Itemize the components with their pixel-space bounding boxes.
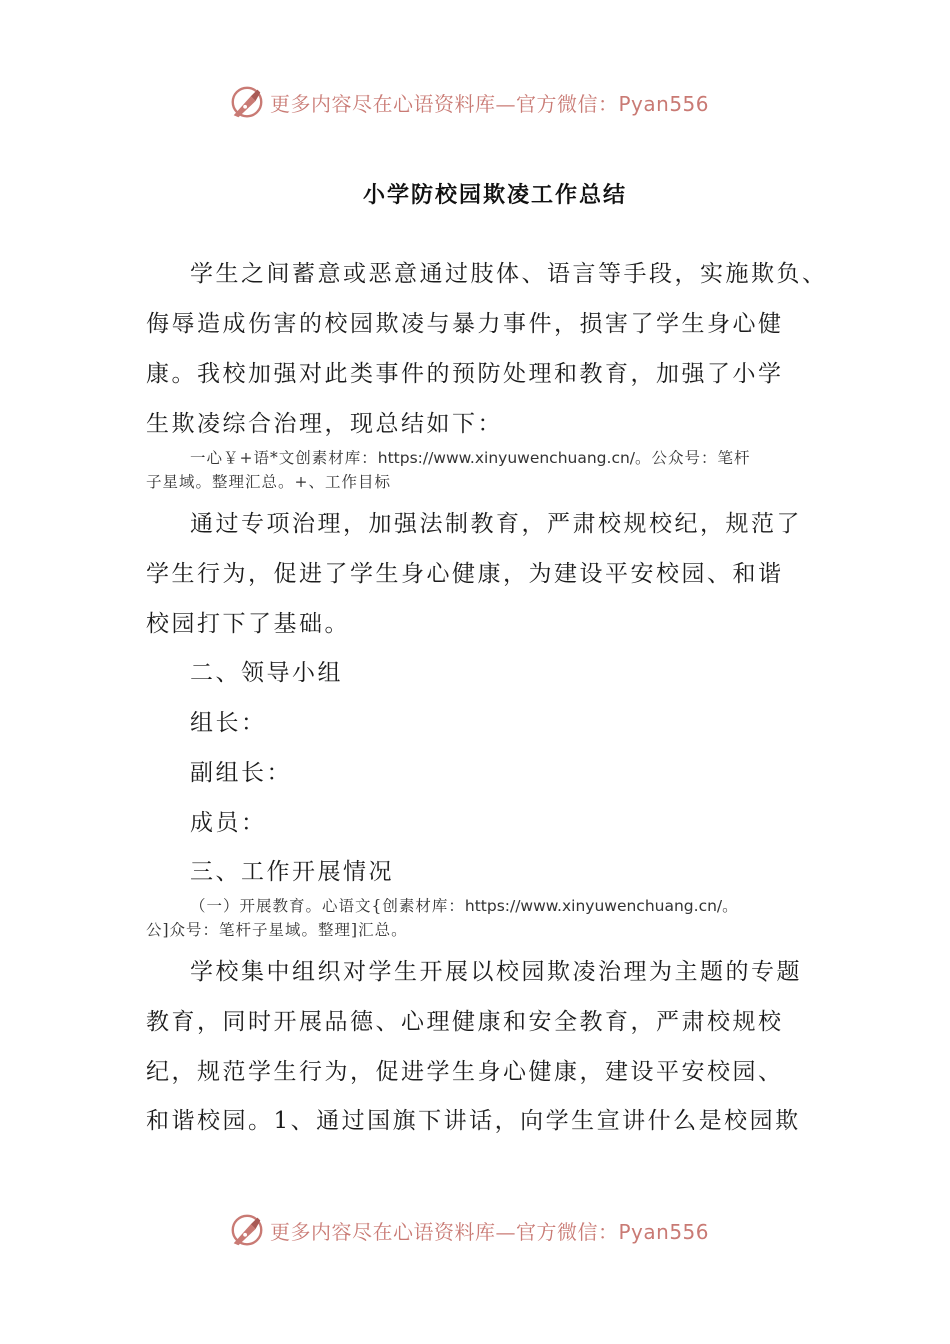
inserted-note-line: （一）开展教育。心语文{创素材库：https://www.xinyuwenchuang.cn/。 — [190, 897, 739, 915]
role-label: 副组长： — [190, 760, 292, 786]
role-label: 成员： — [190, 810, 267, 836]
section-heading: 二、领导小组 — [190, 660, 343, 686]
paragraph-line: 学生之间蓄意或恶意通过肢体、语言等手段，实施欺负、 — [190, 261, 828, 287]
section-heading: 三、工作开展情况 — [190, 859, 394, 885]
paragraph-line: 学校集中组织对学生开展以校园欺凌治理为主题的专题 — [190, 959, 802, 985]
inserted-note-line: 公]众号：笔杆子星域。整理]汇总。 — [146, 921, 408, 939]
paragraph-line: 教育，同时开展品德、心理健康和安全教育，严肃校规校 — [146, 1009, 784, 1035]
paragraph-line: 纪，规范学生行为，促进学生身心健康，建设平安校园、 — [146, 1059, 784, 1085]
paragraph-line: 和谐校园。1、通过国旗下讲话，向学生宣讲什么是校园欺 — [146, 1108, 801, 1134]
paragraph-line: 生欺凌综合治理，现总结如下： — [146, 411, 503, 437]
pen-nib-logo-icon — [228, 1211, 266, 1249]
paragraph-line: 学生行为，促进了学生身心健康，为建设平安校园、和谐 — [146, 561, 784, 587]
inserted-note-line: 子星域。整理汇总。+、工作目标 — [146, 473, 391, 491]
role-label: 组长： — [190, 710, 267, 736]
watermark-text: 更多内容尽在心语资料库—官方微信：Pyan556 — [270, 91, 710, 116]
watermark-text: 更多内容尽在心语资料库—官方微信：Pyan556 — [270, 1219, 710, 1244]
paragraph-line: 康。我校加强对此类事件的预防处理和教育，加强了小学 — [146, 361, 784, 387]
paragraph-line: 侮辱造成伤害的校园欺凌与暴力事件，损害了学生身心健 — [146, 311, 784, 337]
paragraph-line: 校园打下了基础。 — [146, 611, 350, 637]
footer-watermark-banner — [228, 1210, 709, 1250]
source-url: https://www.xinyuwenchuang.cn/ — [377, 449, 636, 467]
header-watermark-banner — [228, 82, 709, 122]
paragraph-line: 通过专项治理，加强法制教育，严肃校规校纪，规范了 — [190, 511, 802, 537]
document-title: 小学防校园欺凌工作总结 — [362, 182, 627, 208]
inserted-note-line: 一心￥+语*文创素材库：https://www.xinyuwenchuang.cn/。公众号：笔杆 — [190, 449, 751, 467]
source-url: https://www.xinyuwenchuang.cn/ — [464, 897, 723, 915]
pen-nib-logo-icon — [228, 83, 266, 121]
